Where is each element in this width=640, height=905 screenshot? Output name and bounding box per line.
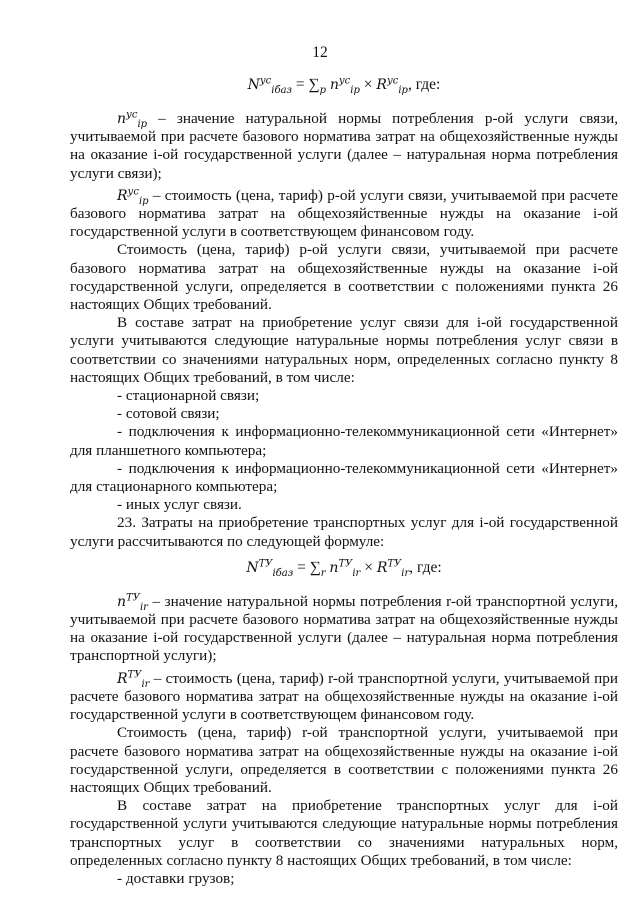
paragraph-cost-communication: Стоимость (цена, тариф) p-ой услуги связи, учитываемой при расчете базового норматива затрат на общехозяйственные нужды на оказание i-ой государственной услуги, определяется в соответствии с положениями пункта 26 настоящих Общих требований.	[70, 241, 618, 314]
definition-n-transport: $n^{ТУ}_{ir}$ – значение натуральной нормы потребления r-ой транспортной услуги, учитываемой при расчете базового норматива затрат на общехозяйственные нужды на оказание i-ой государственной услуги (далее – натуральная норма потребления транспортной услуги);	[70, 592, 618, 665]
formula-lhs: $N^{ус}_{iбаз}$	[247, 75, 292, 96]
formula-lhs: $N^{ТУ}_{iбаз}$	[246, 558, 294, 579]
page-number: 12	[312, 44, 328, 61]
list-item: - доставки грузов;	[117, 869, 235, 887]
formula-communication-services: $N^{ус}_{iбаз} = \sum_p$ $n^{ус}_{ip} \times R^{ус}_{ip}$, где:	[247, 75, 441, 97]
document-body	[70, 70, 618, 888]
definition-r-communication: $R^{ус}_{ip}$ – стоимость (цена, тариф) p-ой услуги связи, учитываемой при расчете базового норматива затрат на общехозяйственные нужды на оказание i-ой государственной услуги в соответствующем финансовом году.	[70, 186, 618, 241]
paragraph-item-23: 23. Затраты на приобретение транспортных услуг для i-ой государственной услуги рассчитываются по следующей формуле:	[70, 514, 618, 550]
formula-r-term: $R^{ТУ}_{ir}$	[376, 558, 410, 579]
list-item: - сотовой связи;	[117, 405, 220, 423]
formula-n-term: $n^{ус}_{ip}$	[329, 75, 360, 96]
formula-n-term: $n^{ТУ}_{ir}$	[329, 558, 361, 579]
definition-n-communication: $n^{ус}_{ip}$ – значение натуральной нормы потребления p-ой услуги связи, учитываемой при расчете базового норматива затрат на общехозяйственные нужды на оказание i-ой государственной услуги (далее – натуральная норма потребления услуги связи);	[70, 109, 618, 182]
definition-r-transport: $R^{ТУ}_{ir}$ – стоимость (цена, тариф) r-ой транспортной услуги, учитываемой при расчете базового норматива затрат на общехозяйственные нужды на оказание i-ой государственной услуги в соответствующем финансовом году.	[70, 669, 618, 724]
paragraph-natural-norms-transport: В составе затрат на приобретение транспортных услуг для i-ой государственной услуги учитываются следующие натуральные нормы потребления транспортных услуг в соответствии со значениями натуральных норм, определенных согласно пункту 8 настоящих Общих требований, в том числе:	[70, 797, 618, 869]
paragraph-cost-transport: Стоимость (цена, тариф) r-ой транспортной услуги, учитываемой при расчете базового норматива затрат на общехозяйственные нужды на оказание i-ой государственной услуги, определяется в соответствии с положениями пункта 26 настоящих Общих требований.	[70, 724, 618, 796]
list-item: - иных услуг связи.	[117, 496, 242, 514]
list-item: - стационарной связи;	[117, 387, 260, 405]
formula-r-term: $R^{ус}_{ip}$	[376, 75, 408, 96]
list-item: - подключения к информационно-телекоммуникационной сети «Интернет» для планшетного компьютера;	[70, 423, 618, 459]
paragraph-natural-norms-communication: В составе затрат на приобретение услуг связи для i-ой государственной услуги учитываются следующие натуральные нормы потребления услуг связи в соответствии со значениями натуральных норм, определенных согласно пункту 8 настоящих Общих требований, в том числе:	[70, 314, 618, 386]
list-item: - подключения к информационно-телекоммуникационной сети «Интернет» для стационарного компьютера;	[70, 459, 618, 496]
formula-transport-services: $N^{ТУ}_{iбаз} = \sum_r$ $n^{ТУ}_{ir} \times R^{ТУ}_{ir}$, где:	[246, 558, 442, 579]
